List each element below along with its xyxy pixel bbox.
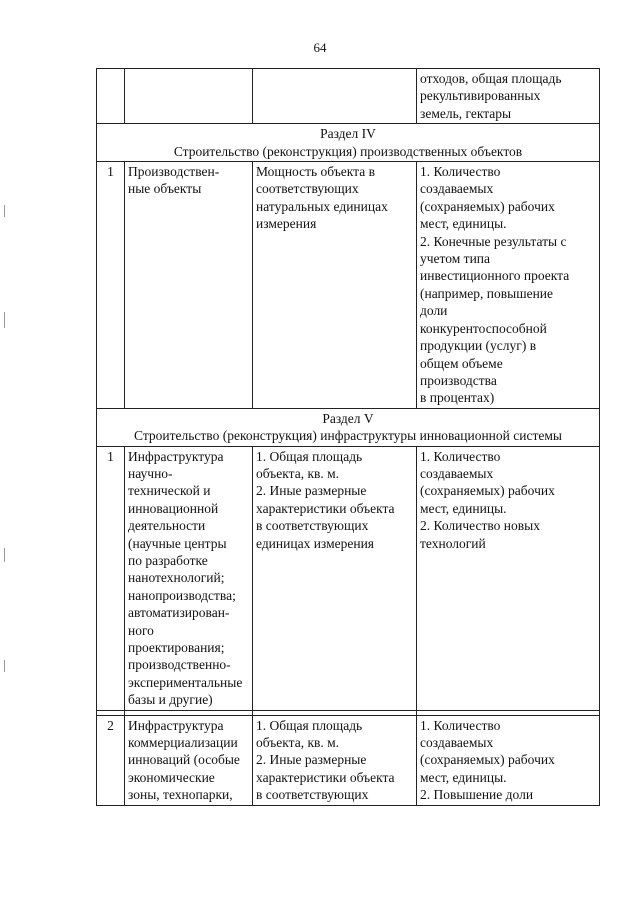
section-header-row	[97, 124, 600, 162]
object-cell	[125, 162, 253, 409]
row-number-cell	[97, 69, 125, 124]
table-row	[97, 715, 600, 805]
section-title: Раздел V	[322, 410, 374, 426]
row-number-cell	[97, 715, 125, 805]
section-header	[97, 408, 600, 446]
results-cell	[417, 715, 600, 805]
section-header	[97, 124, 600, 162]
results-text: 1. Количество создаваемых (сохраняемых) рабочих мест, единицы. 2. Повышение доли	[420, 717, 555, 803]
object-cell	[125, 715, 253, 805]
table-row	[97, 69, 600, 124]
characteristics-text: 1. Общая площадь объекта, кв. м. 2. Иные размерные характеристики объекта в соответствующих единицах измерения	[256, 448, 395, 551]
characteristics-text: 1. Общая площадь объекта, кв. м. 2. Иные размерные характеристики объекта в соответствующих	[256, 717, 395, 803]
results-text: 1. Количество создаваемых (сохраняемых) рабочих мест, единицы. 2. Конечные результаты с учетом типа инвестиционного проекта (например, повышение доли конкурентоспособной продукции (услуг) в общем объеме производства в процентах)	[420, 164, 570, 406]
table-row	[97, 162, 600, 409]
object-text: Инфраструктура коммерциализации инноваций (особые экономические зоны, технопарки,	[128, 717, 240, 803]
section-header-row	[97, 408, 600, 446]
section-subtitle: Строительство (реконструкция) производственных объектов	[173, 143, 523, 159]
characteristics-cell	[253, 162, 417, 409]
row-number: 1	[107, 164, 114, 180]
characteristics-cell	[253, 446, 417, 710]
characteristics-text: Мощность объекта в соответствующих натуральных единицах измерения	[256, 164, 388, 232]
row-number-cell	[97, 162, 125, 409]
scan-edge-mark	[4, 660, 5, 672]
characteristics-cell	[253, 69, 417, 124]
table-row	[97, 446, 600, 710]
scan-edge-mark	[4, 205, 5, 217]
object-cell	[125, 69, 253, 124]
results-cell	[417, 446, 600, 710]
results-cell	[417, 162, 600, 409]
section-title: Раздел IV	[320, 126, 376, 142]
scan-edge-mark	[4, 548, 5, 562]
document-table	[96, 68, 600, 806]
object-text: Инфраструктура научно- технической и инновационной деятельности (научные центры по разработке нанотехнологий; нанопроизводства; автоматизирован- ного проектирования; производственно- экспериментальные базы и другие)	[128, 448, 243, 708]
row-number: 2	[107, 717, 114, 733]
object-text: Производствен- ные объекты	[128, 164, 220, 197]
characteristics-cell	[253, 715, 417, 805]
results-text: 1. Количество создаваемых (сохраняемых) рабочих мест, единицы. 2. Количество новых технологий	[420, 448, 555, 551]
row-number: 1	[107, 448, 114, 464]
scan-edge-mark	[4, 312, 5, 328]
page-number: 64	[313, 40, 327, 55]
results-cell	[417, 69, 600, 124]
object-cell	[125, 446, 253, 710]
results-text: отходов, общая площадь рекультивированных земель, гектары	[420, 71, 562, 121]
row-number-cell	[97, 446, 125, 710]
section-subtitle: Строительство (реконструкция) инфраструктуры инновационной системы	[134, 428, 562, 444]
